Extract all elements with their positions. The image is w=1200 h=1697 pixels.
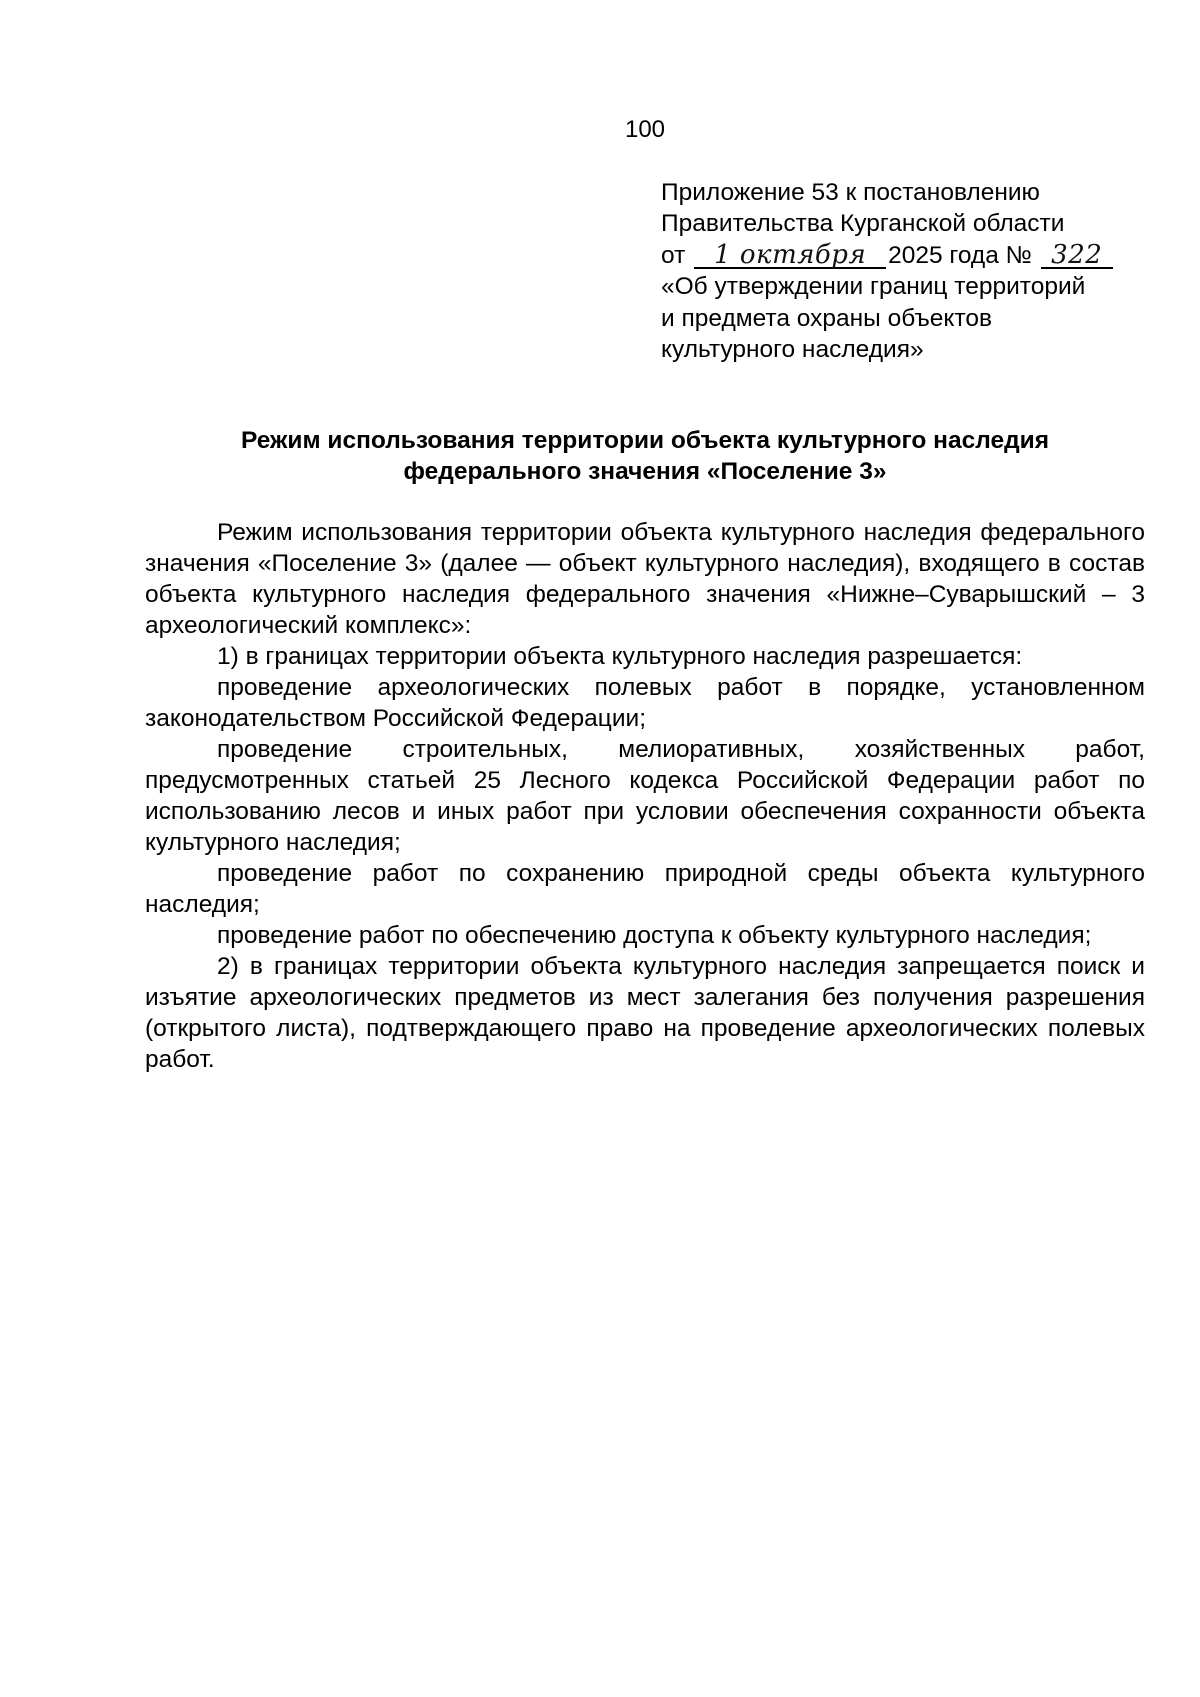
page-number: 100 xyxy=(624,116,666,143)
appendix-line-5: и предмета охраны объектов xyxy=(661,304,992,332)
paragraph-construction-works: проведение строительных, мелиоративных, хозяйственных работ, предусмотренных статьей 25 Лесного кодекса Российской Федерации работ по использованию лесов и иных работ при условии обеспечения сохранности объекта культурного наследия; xyxy=(145,736,1145,856)
handwritten-date: 1 октября xyxy=(694,243,886,269)
paragraph-intro: Режим использования территории объекта культурного наследия федерального значения «Поселение 3» (далее — объект культурного наследия), входящего в состав объекта культурного наследия федерального значения «Нижне–Суварышский – 3 археологический комплекс»: xyxy=(145,519,1145,639)
title-line-2: федерального значения «Поселение 3» xyxy=(403,458,887,485)
paragraph-nature-preservation: проведение работ по сохранению природной среды объекта культурного наследия; xyxy=(145,860,1145,918)
paragraph-archaeological-works: проведение археологических полевых работ в порядке, установленном законодательством Российской Федерации; xyxy=(145,674,1145,732)
document-title xyxy=(145,425,1145,487)
appendix-line-2: Правительства Курганской области xyxy=(661,210,1065,238)
appendix-line-6: культурного наследия» xyxy=(661,336,924,364)
paragraph-item-2: 2) в границах территории объекта культурного наследия запрещается поиск и изъятие археологических предметов из мест залегания без получения разрешения (открытого листа), подтверждающего право на проведение археологических полевых работ. xyxy=(145,953,1145,1073)
appendix-line-4: «Об утверждении границ территорий xyxy=(661,273,1086,301)
title-line-1: Режим использования территории объекта культурного наследия xyxy=(241,427,1049,454)
appendix-date-line xyxy=(661,240,1131,271)
paragraph-access: проведение работ по обеспечению доступа к объекту культурного наследия; xyxy=(217,922,1092,949)
from-label: от xyxy=(661,241,686,269)
year-text: 2025 года № xyxy=(888,241,1032,269)
appendix-header xyxy=(661,177,1131,365)
document-body xyxy=(145,517,1145,1075)
handwritten-number: 322 xyxy=(1041,243,1113,269)
paragraph-item-1: 1) в границах территории объекта культурного наследия разрешается: xyxy=(217,643,1023,670)
appendix-line-1: Приложение 53 к постановлению xyxy=(661,179,1040,206)
